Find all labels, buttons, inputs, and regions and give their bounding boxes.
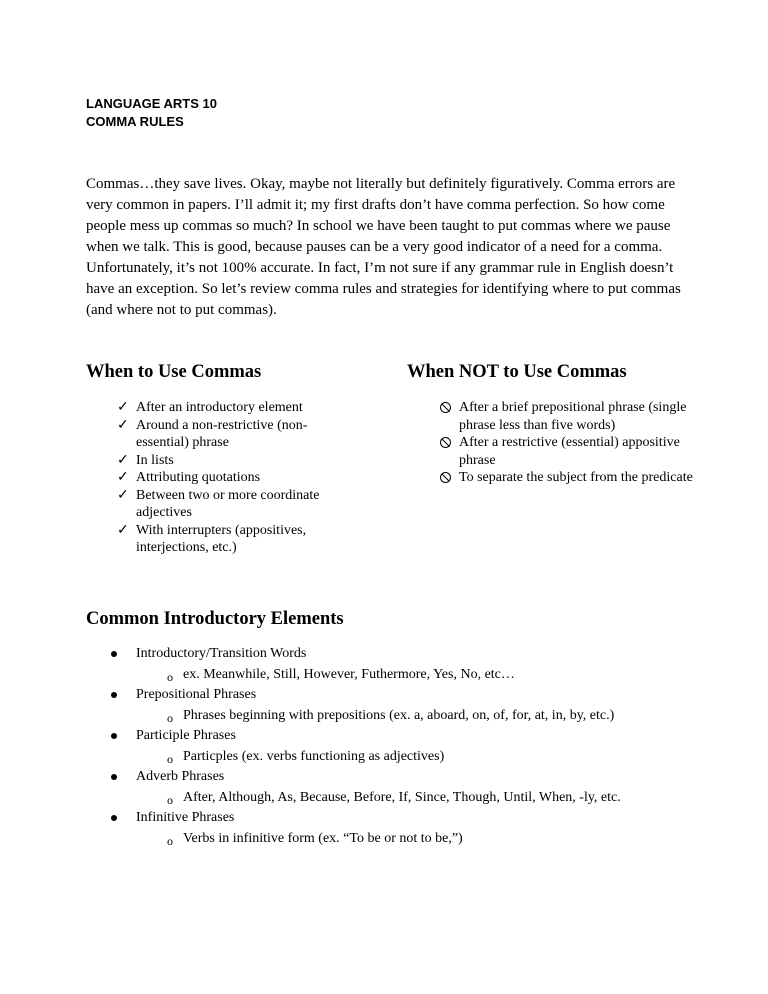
- when-not-to-use-heading: When NOT to Use Commas: [407, 362, 627, 382]
- checkmark-icon: ✓: [117, 417, 129, 433]
- list-item: After a brief prepositional phrase (single phrase less than five words): [440, 399, 698, 434]
- bullet-icon: [111, 733, 117, 739]
- checkmark-icon: ✓: [117, 470, 129, 485]
- document-header: [86, 95, 217, 131]
- list-item: ✓ With interrupters (appositives, interjections, etc.): [117, 522, 307, 555]
- list-item: To separate the subject from the predicate: [440, 469, 698, 487]
- bullet-icon: [111, 774, 117, 780]
- prohibited-icon: [440, 402, 451, 413]
- prohibited-icon: [440, 437, 451, 448]
- bullet-icon: [111, 815, 117, 821]
- checkmark-icon: ✓: [117, 400, 129, 415]
- sub-list-item: o After, Although, As, Because, Before, If, Since, Though, Until, When, -ly, etc.: [166, 788, 730, 809]
- list-item: ✓ Attributing quotations: [117, 470, 261, 485]
- hollow-bullet-icon: o: [167, 833, 173, 848]
- list-item: Participle Phrases o Particples (ex. verbs functioning as adjectives): [110, 726, 730, 767]
- introductory-elements-list: [110, 644, 730, 849]
- when-to-use-heading: When to Use Commas: [86, 362, 262, 382]
- hollow-bullet-icon: o: [167, 792, 173, 807]
- sub-list-item: o ex. Meanwhile, Still, However, Futhermore, Yes, No, etc…: [166, 665, 730, 686]
- sub-list-item: o Phrases beginning with prepositions (ex. a, aboard, on, of, for, at, in, by, etc.): [166, 706, 730, 727]
- introductory-elements-heading: Common Introductory Elements: [86, 609, 344, 629]
- sub-list-item: o Particples (ex. verbs functioning as adjectives): [166, 747, 730, 768]
- when-to-use-list: [117, 399, 357, 557]
- checkmark-icon: ✓: [117, 487, 129, 503]
- list-item: ✓ After an introductory element: [117, 400, 303, 415]
- prohibited-icon: [440, 472, 451, 483]
- list-item: Infinitive Phrases o Verbs in infinitive form (ex. “To be or not to be,”): [110, 808, 730, 849]
- list-item: ✓ Between two or more coordinate adjectives: [117, 487, 320, 520]
- checkmark-icon: ✓: [117, 452, 129, 468]
- hollow-bullet-icon: o: [167, 751, 173, 766]
- list-item: Introductory/Transition Words o ex. Meanwhile, Still, However, Futhermore, Yes, No, etc…: [110, 644, 730, 685]
- bullet-icon: [111, 651, 117, 657]
- sub-list-item: o Verbs in infinitive form (ex. “To be or not to be,”): [166, 829, 730, 850]
- when-not-to-use-list: [440, 399, 698, 487]
- hollow-bullet-icon: o: [167, 710, 173, 725]
- list-item: ✓ In lists: [117, 452, 174, 468]
- checkmark-icon: ✓: [117, 522, 129, 538]
- list-item: Adverb Phrases o After, Although, As, Because, Before, If, Since, Though, Until, When, -ly, etc.: [110, 767, 730, 808]
- hollow-bullet-icon: o: [167, 669, 173, 684]
- document-title: COMMA RULES: [86, 114, 184, 129]
- course-name: LANGUAGE ARTS 10: [86, 96, 217, 111]
- list-item: Prepositional Phrases o Phrases beginning with prepositions (ex. a, aboard, on, of, for, at, in, by, etc.): [110, 685, 730, 726]
- list-item: ✓ Around a non-restrictive (non-essential) phrase: [117, 417, 308, 450]
- intro-paragraph: Commas…they save lives. Okay, maybe not literally but definitely figuratively. Comma errors are very common in papers. I’ll admit it; my first drafts don’t have comma perfection. So how come people mess up commas so much? In school we have been taught to put commas where we pause when we talk. This is good, because pauses can be a very good indicator of a need for a comma. Unfortunately, it’s not 100% accurate. In fact, I’m not sure if any grammar rule in English doesn’t have an exception. So let’s review comma rules and strategies for identifying where to put commas (and where not to put commas).: [86, 176, 681, 318]
- list-item: After a restrictive (essential) appositive phrase: [440, 434, 698, 469]
- bullet-icon: [111, 692, 117, 698]
